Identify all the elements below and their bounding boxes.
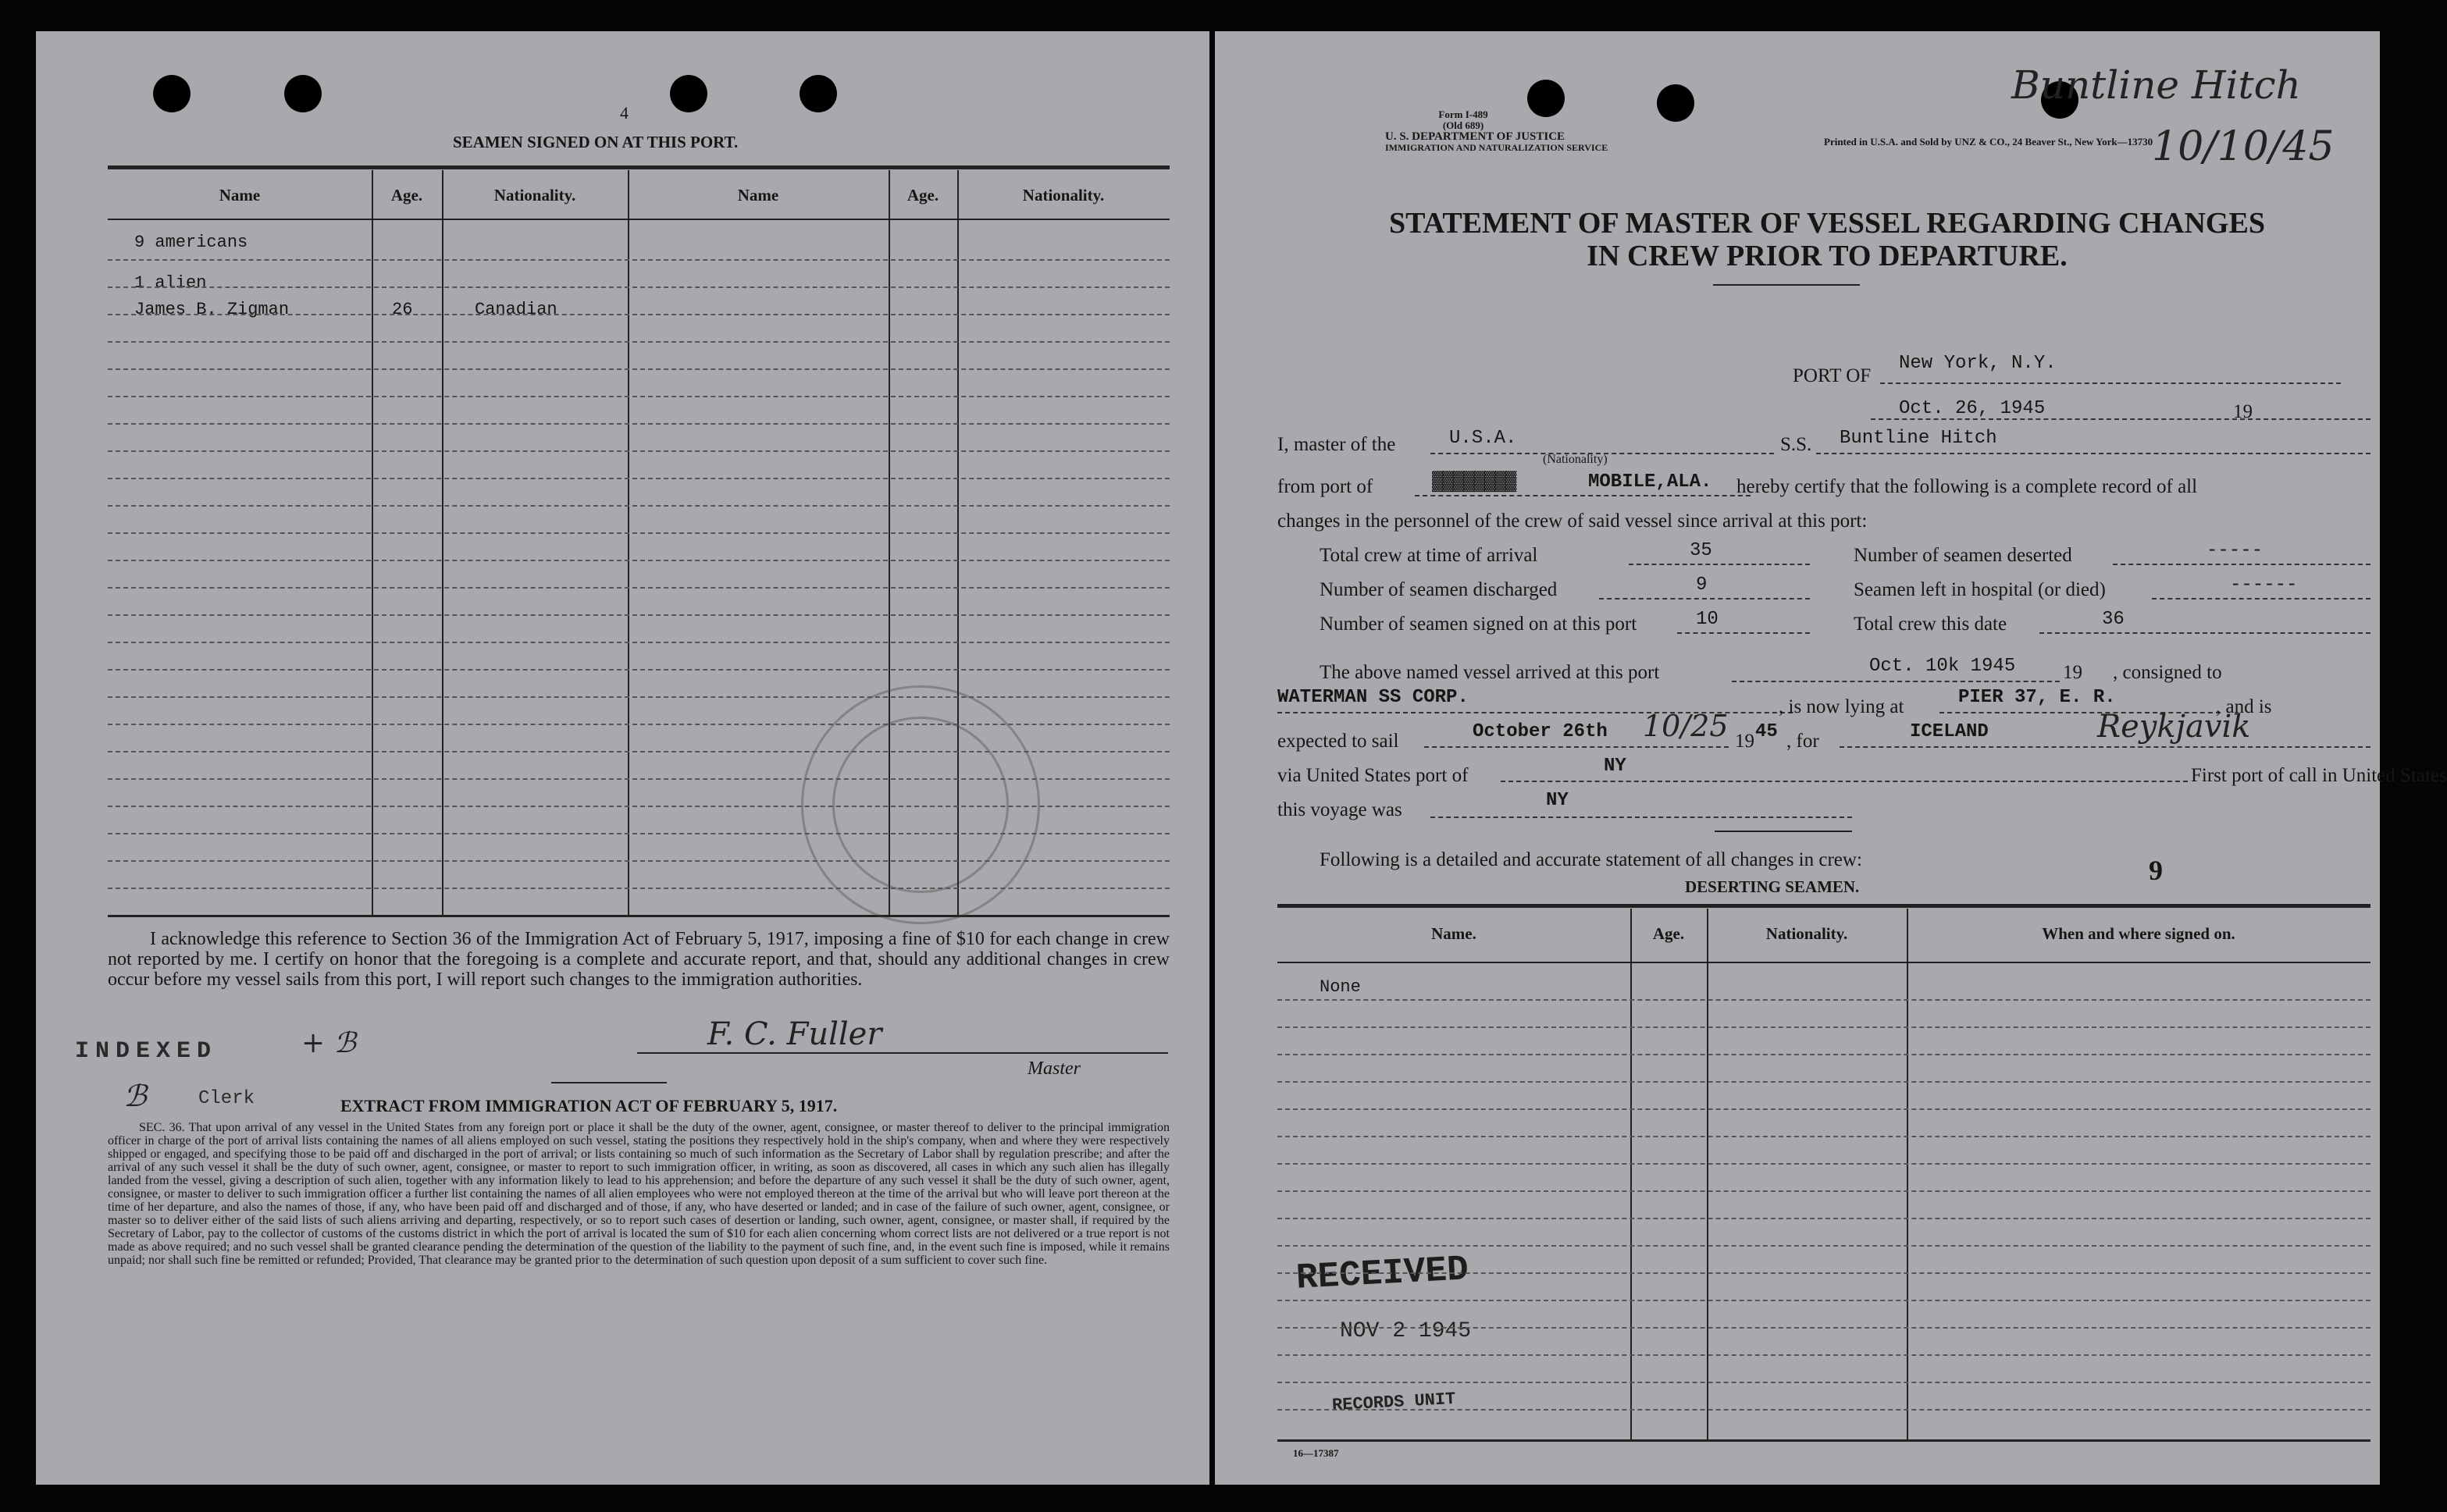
table-cell-age: 26 [392,300,413,319]
port-label: PORT OF [1793,365,1872,386]
voyage-rule [1715,831,1852,832]
table-bottom-rule [108,915,1170,917]
table-row-rule [108,724,1170,725]
discharged-value: 9 [1696,575,1708,596]
table-row-rule [1277,1218,2370,1219]
nationality-caption: (Nationality) [1543,453,1608,466]
table-row-rule [108,806,1170,807]
table-row-rule [108,532,1170,534]
column-header-name: Name [219,186,261,205]
extract-text: SEC. 36. That upon arrival of any vessel in the United States from any foreign port or place it shall be the duty of the owner, agent, consignee, or master thereof to deliver to the principal immigration officer in charge of the port of arrival lists containing the names of all aliens employed on such vessel, stating the positions they respectively hold in the ship's company, when and where they were respectively shipped or engaged, and specifying those to be paid off and discharged in the port of arrival; or lists containing so much of such information as the Secretary of Labor shall by regulation prescribe; and after the arrival of any such vessel it shall be the duty of such owner, agent, consignee, or master to report to such immigration officer, in writing, as soon as discovered, all cases in which any such alien has illegally landed from the vessel, giving a description of such alien, together with any information likely to lead to his apprehension; and before the departure of any such vessel it shall be the duty of such owner, agent, consignee, or master to deliver to such immigration officer a further list containing the names of all alien employees who were not employed thereon at the time of the arrival but who will leave port thereon at the time of her departure, and also the names of those, if any, who have been paid off and discharged and of those, if any, who have deserted or landed; and in case of the failure of such owner, agent, consignee, or master so to deliver either of the said lists of such aliens arriving and departing, respectively, or so to report such cases of desertion or landing, such owner, agent, consignee, or master shall, if required by the Secretary of Labor, pay to the collector of customs of the customs district in which the port of arrival is located the sum of $10 for each alien concerning whom correct lists are not delivered or a true report is not made as above required; and no such vessel shall be granted clearance pending the determination of the question of the liability to the payment of such fine, and, in the event such fine is imposed, while it remains unpaid; nor shall such fine be remitted or refunded; Provided, That clearance may be granted prior to the determination of such question upon deposit of a sum sufficient to cover such fine. [108,1121,1170,1267]
records-unit-stamp: RECORDS UNIT [1331,1389,1456,1416]
table-row-rule [108,587,1170,589]
table-row-rule [1277,1327,2370,1329]
from-port-line [1415,495,1751,496]
struck-through-entry: ▓▓▓▓▓▓▓▓ [1432,471,1516,493]
column-header-age: Age. [1652,924,1685,943]
total-crew-date-label: Total crew this date [1854,614,2007,635]
master-signature: F. C. Fuller [707,1016,882,1052]
via-port-line [1501,781,2188,782]
table-row-rule [108,614,1170,616]
signed-on-label: Number of seamen signed on at this port [1320,614,1637,635]
right-page [1215,31,2447,1485]
deserted-label: Number of seamen deserted [1854,545,2072,566]
arrived-value: Oct. 10k 1945 [1869,656,2016,677]
column-divider [442,170,443,915]
table-row-rule [108,642,1170,643]
table-row-rule [1277,1300,2370,1301]
clerk-initials: ℬ [123,1079,147,1113]
deserting-cell-name: None [1320,977,1361,997]
sail-date-handwritten: 10/25 [1643,709,1729,743]
table-row-rule [1277,1409,2370,1411]
port-line [1880,382,2341,384]
table-cell-name: 1 alien [134,273,207,293]
ship-name-line [1816,453,2370,454]
sail-date-line [1424,746,1729,748]
port-value: New York, N.Y. [1899,353,2057,374]
table-row-rule [108,396,1170,397]
signature-line [637,1052,1168,1054]
signed-on-line [1677,632,1810,634]
initials-mark: + ℬ [301,1027,356,1059]
table-row-rule [108,450,1170,452]
column-divider [1907,909,1908,1439]
table-row-rule [1277,1136,2370,1137]
total-crew-arrival-label: Total crew at time of arrival [1320,545,1538,566]
column-header-nationality: Nationality. [1022,186,1105,205]
table-row-rule [108,560,1170,561]
form-title-line-2: IN CREW PRIOR TO DEPARTURE. [1587,240,2068,272]
left-page [36,31,1209,1485]
via-port: NY [1604,756,1626,777]
master-of-label: I, master of the [1277,434,1396,455]
table-cell-name: 9 americans [134,233,248,252]
table-row-rule [1277,1354,2370,1356]
table-row-rule [1277,999,2370,1001]
table-row-rule [108,259,1170,261]
lying-label: , is now lying at [1779,696,1904,717]
service: IMMIGRATION AND NATURALIZATION SERVICE [1385,142,1608,153]
punch-hole [1657,84,1694,122]
handwritten-date: 10/10/45 [2152,123,2335,170]
table-row-rule [1277,1163,2370,1165]
table-top-rule [108,165,1170,169]
department: U. S. DEPARTMENT OF JUSTICE [1385,130,1565,143]
form-number: Form I-489 [1438,109,1488,120]
table-cell-name: James B. Zigman [134,300,290,319]
table-row-rule [108,478,1170,479]
printer-line: Printed in U.S.A. and Sold by UNZ & CO., 24 Beaver St., New York—13730 [1824,136,2153,148]
signed-on-value: 10 [1696,609,1719,630]
table-cell-nationality: Canadian [475,300,557,319]
clerk-label: Clerk [198,1088,255,1109]
hospital-line [2152,598,2370,599]
via-label: via United States port of [1277,765,1469,786]
table-header-rule [108,219,1170,220]
column-divider [628,170,629,915]
table-row-rule [108,669,1170,671]
discharged-line [1599,598,1810,599]
destination-line [1840,746,2370,748]
punch-hole [153,75,191,112]
table-row-rule [108,341,1170,343]
table-row-rule [108,696,1170,698]
total-crew-arrival-line [1629,564,1810,565]
faint-seal-inner [832,717,1009,893]
received-stamp: RECEIVED [1295,1249,1470,1299]
table-row-rule [108,860,1170,862]
changes-text: changes in the personnel of the crew of said vessel since arrival at this port: [1277,511,1868,532]
table-row-rule [108,314,1170,315]
table-row-rule [108,888,1170,889]
certify-text: hereby certify that the following is a complete record of all [1736,476,2198,497]
punch-hole [284,75,322,112]
total-crew-date: 36 [2102,609,2125,630]
deserting-bottom-rule [1277,1439,2370,1442]
column-divider [1707,909,1708,1439]
sail-year-prefix: 19 [1735,731,1754,752]
ship-name: Buntline Hitch [1840,428,1997,449]
column-header-when-where: When and where signed on. [2042,924,2235,943]
column-divider [1630,909,1632,1439]
table-row-rule [108,368,1170,370]
deserting-top-rule [1277,904,2370,908]
form-number-block [1385,109,1608,153]
table-row-rule [108,751,1170,752]
table-row-rule [1277,1272,2370,1274]
table-row-rule [1277,1026,2370,1028]
table-row-rule [1277,1054,2370,1055]
table-row-rule [1277,1245,2370,1247]
hospital-label: Seamen left in hospital (or died) [1854,579,2106,600]
deserting-header-rule [1277,962,2370,963]
date-year-prefix: 19 [2233,401,2253,422]
table-row-rule [1277,1108,2370,1110]
form-old-number: (Old 689) [1442,119,1484,131]
arrived-label: The above named vessel arrived at this port [1320,662,1660,683]
count-mark: 9 [2149,855,2163,886]
consignee: WATERMAN SS CORP. [1277,687,1469,708]
indexed-stamp: INDEXED [75,1038,218,1065]
total-crew-date-line [2039,632,2370,634]
consigned-label: , consigned to [2113,662,2222,683]
voyage-port: NY [1546,790,1569,811]
handwritten-vessel-name: Buntline Hitch [2011,62,2301,108]
following-text: Following is a detailed and accurate statement of all changes in crew: [1320,849,1862,870]
form-title-line-1: STATEMENT OF MASTER OF VESSEL REGARDING CHANGES [1389,207,2265,240]
ss-label: S.S. [1780,434,1812,455]
and-is-label: , and is [2216,696,2272,717]
title-rule [1713,284,1860,286]
column-header-nationality: Nationality. [493,186,576,205]
sail-year: 45 [1755,721,1778,742]
received-date: NOV 2 1945 [1340,1319,1472,1343]
hospital-value: ------ [2230,575,2298,596]
column-header-age: Age. [390,186,423,205]
deserted-line [2113,564,2370,565]
first-port-label: First port of call in United States [2191,765,2447,786]
total-crew-arrival: 35 [1690,540,1712,561]
table-row-rule [1277,1190,2370,1192]
short-rule [551,1082,667,1083]
page-number: 4 [620,103,629,123]
sail-date: October 26th [1473,721,1608,742]
date-value: Oct. 26, 1945 [1899,398,2046,419]
voyage-line [1430,816,1852,818]
for-label: , for [1786,731,1819,752]
nationality-value: U.S.A. [1449,428,1517,449]
table-row-rule [1277,1081,2370,1083]
from-port-value: MOBILE,ALA. [1588,471,1712,493]
footer-code: 16—17387 [1293,1447,1339,1459]
acknowledgement-text: I acknowledge this reference to Section 36 of the Immigration Act of February 5, 1917, imposing a fine of $10 for each change in crew not reported by me. I certify on honor that the foregoing is a complete and accurate report, and that, should any additional changes in crew occur before my vessel sails from this port, I will report such changes to the immigration authorities. [108,929,1170,990]
table-row-rule [108,778,1170,780]
discharged-label: Number of seamen discharged [1320,579,1558,600]
punch-hole [800,75,837,112]
arrived-year-prefix: 19 [2063,662,2082,683]
destination-handwritten: Reykjavik [2097,709,2251,745]
section-title: SEAMEN SIGNED ON AT THIS PORT. [453,133,739,151]
deserted-value: ----- [2207,540,2264,561]
extract-title: EXTRACT FROM IMMIGRATION ACT OF FEBRUARY 5, 1917. [340,1096,838,1115]
from-port-label: from port of [1277,476,1373,497]
destination: ICELAND [1910,721,1989,742]
column-divider [372,170,373,915]
expected-label: expected to sail [1277,731,1399,752]
deserting-title: DESERTING SEAMEN. [1685,877,1860,896]
column-header-name: Name. [1431,924,1476,943]
column-header-age: Age. [906,186,939,205]
table-row-rule [1277,1382,2370,1383]
column-header-name: Name [737,186,779,205]
table-row-rule [108,286,1170,288]
arrived-line [1732,681,2060,682]
table-row-rule [108,505,1170,507]
table-row-rule [108,423,1170,425]
column-header-nationality: Nationality. [1765,924,1848,943]
voyage-label: this voyage was [1277,799,1402,820]
pier-value: PIER 37, E. R. [1958,687,2116,708]
master-label: Master [1028,1058,1081,1079]
date-line [1871,418,2370,420]
table-row-rule [108,833,1170,834]
punch-hole [670,75,707,112]
